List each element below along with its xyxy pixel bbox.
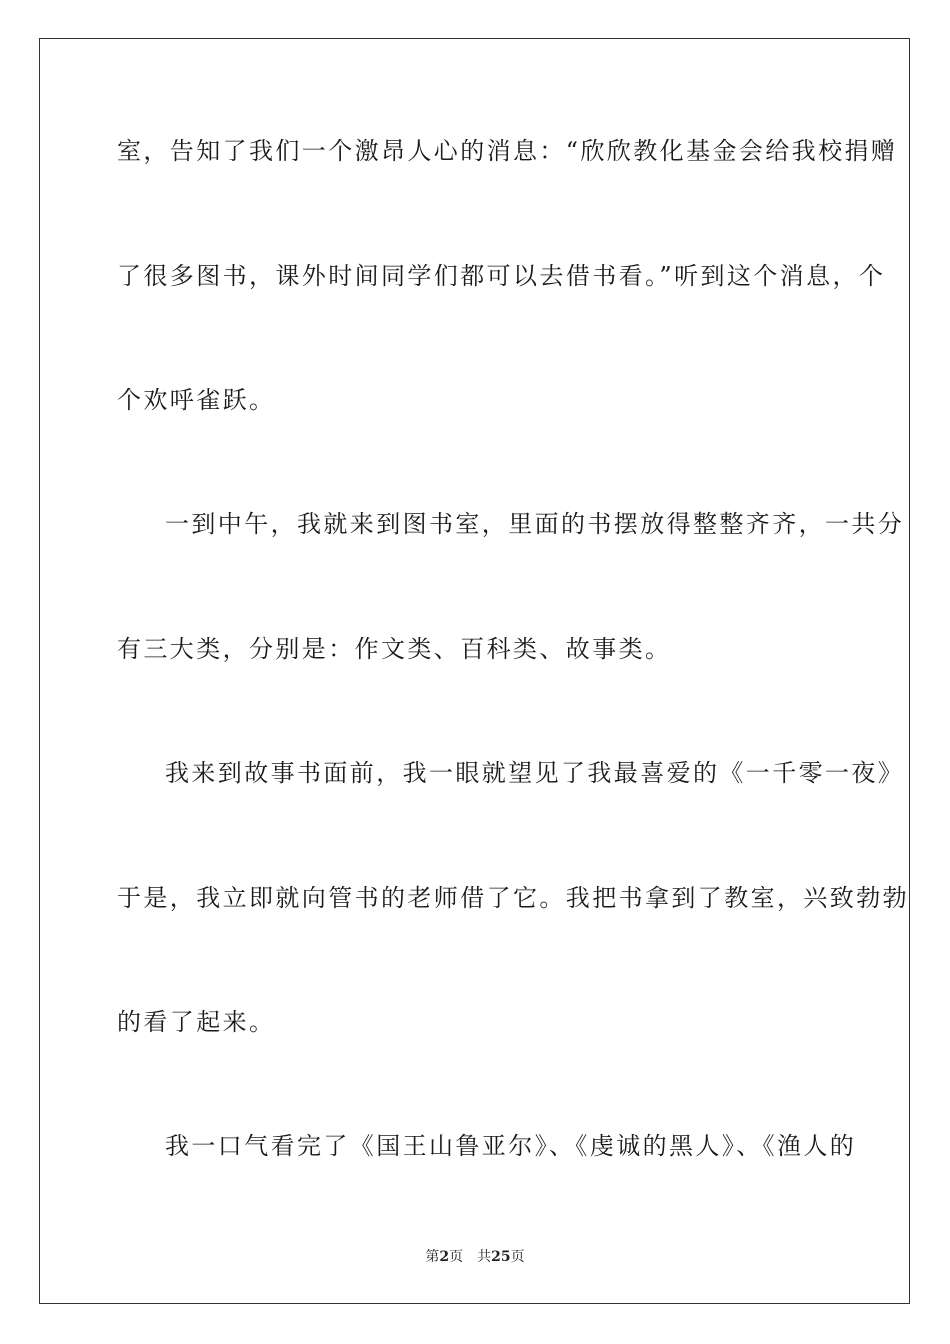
footer-total-suffix: 页 <box>510 1249 525 1265</box>
footer-page-suffix: 页 <box>449 1249 464 1265</box>
footer-page-number: 2 <box>439 1249 450 1265</box>
body-text-line-4: 一到中午，我就来到图书室，里面的书摆放得整整齐齐，一共分 <box>165 510 905 538</box>
footer-total-prefix: 共 <box>477 1249 492 1265</box>
page-footer <box>0 1248 950 1266</box>
footer-total-pages: 25 <box>491 1249 511 1265</box>
body-text-line-1: 室，告知了我们一个激昂人心的消息：“欣欣教化基金会给我校捐赠 <box>117 137 898 165</box>
body-text-line-6: 我来到故事书面前，我一眼就望见了我最喜爱的《一千零一夜》 <box>165 759 905 787</box>
body-text-line-3: 个欢呼雀跃。 <box>117 386 276 414</box>
body-text-line-7: 于是，我立即就向管书的老师借了它。我把书拿到了教室，兴致勃勃 <box>117 884 909 912</box>
page-border <box>39 38 910 1304</box>
body-text-line-2: 了很多图书，课外时间同学们都可以去借书看。”听到这个消息，个 <box>117 262 886 290</box>
body-text-line-8: 的看了起来。 <box>117 1008 276 1036</box>
body-text-line-9: 我一口气看完了《国王山鲁亚尔》、《虔诚的黑人》、《渔人的 <box>165 1132 857 1160</box>
body-text-line-5: 有三大类，分别是：作文类、百科类、故事类。 <box>117 635 672 663</box>
footer-page-prefix: 第 <box>425 1249 440 1265</box>
